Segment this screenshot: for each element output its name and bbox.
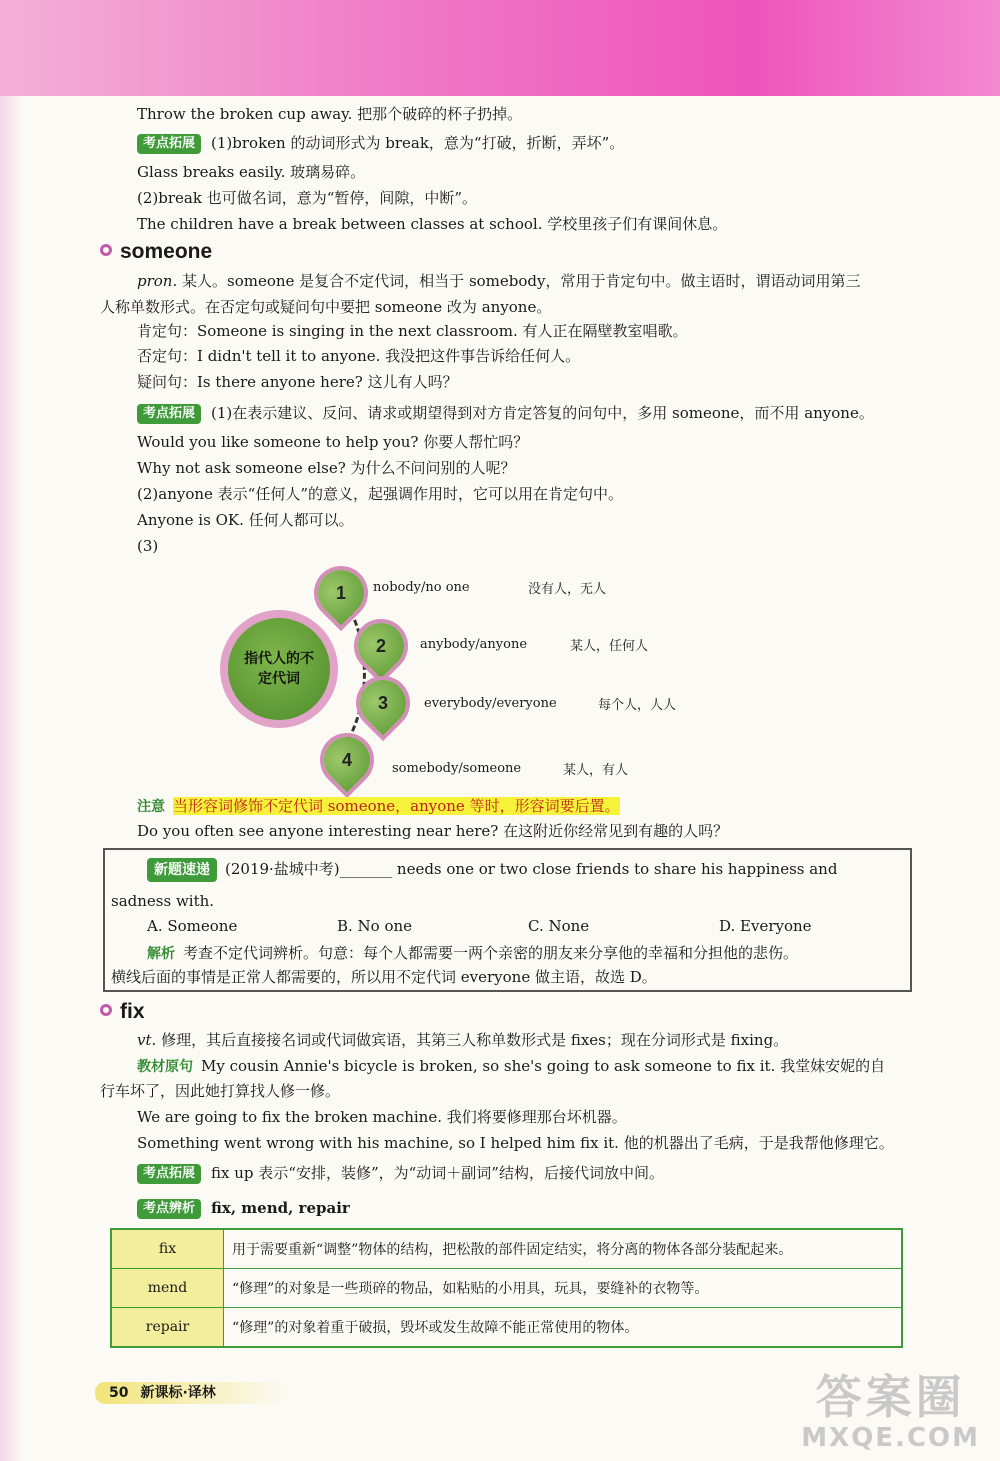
note-line (137, 795, 620, 818)
diagram-meaning: 没有人，无人 (528, 582, 607, 597)
text-span: My cousin Annie's bicycle is broken, so she's going to ask someone to fix it. 我堂妹安妮的自 (201, 1057, 886, 1075)
option-c: C. None (528, 917, 590, 935)
diagram-meaning: 某人，有人 (563, 763, 629, 778)
comparison-table (110, 1228, 903, 1348)
node-number: 4 (341, 749, 352, 770)
text-line (137, 132, 624, 154)
diagram-word: anybody/anyone (420, 637, 528, 652)
tag-kaodian-tuozhan: 考点拓展 (137, 134, 201, 154)
node-number: 3 (377, 692, 388, 713)
tag-xinti-sudi: 新题速递 (147, 858, 217, 882)
text-line: 行车坏了，因此她打算找人修一修。 (100, 1082, 341, 1100)
text-span: (1)broken 的动词形式为 break，意为“打破，折断，弄坏”。 (211, 134, 625, 152)
pronoun-diagram (220, 565, 780, 790)
question-text: (2019·盐城中考)_______ needs one or two close friends to share his happiness and (225, 860, 838, 878)
node-number: 1 (335, 582, 346, 603)
bullet-icon (100, 1004, 112, 1016)
part-of-speech: vt. (137, 1031, 157, 1049)
heading-text: fix (120, 1000, 145, 1023)
text-span: 某人。someone 是复合不定代词，相当于 somebody，常用于肯定句中。做主语时，谓语动词用第三 (182, 272, 861, 290)
diagram-meaning: 某人，任何人 (570, 639, 649, 654)
tag-kaodian-tuozhan: 考点拓展 (137, 1164, 201, 1184)
analysis-line (147, 942, 798, 965)
text-line (137, 270, 861, 292)
table-row (111, 1308, 902, 1348)
diagram-word: nobody/no one (373, 580, 470, 595)
top-color-band (0, 0, 1000, 96)
watermark-url: MXQE.COM (801, 1423, 980, 1453)
text-line: Glass breaks easily. 玻璃易碎。 (137, 163, 366, 181)
text-line: 疑问句：Is there anyone here? 这儿有人吗？ (137, 373, 458, 391)
option-a: A. Someone (147, 917, 238, 935)
new-question-box (103, 848, 912, 992)
text-line: Would you like someone to help you? 你要人帮忙吗？ (137, 433, 529, 451)
question-line: sadness with. (111, 892, 215, 910)
text-line: Do you often see anyone interesting near here? 在这附近你经常见到有趣的人吗？ (137, 822, 729, 840)
text-line: (2)anyone 表示“任何人”的意义，起强调作用时，它可以用在肯定句中。 (137, 485, 624, 503)
diagram-word: somebody/someone (392, 761, 522, 776)
table-row (111, 1229, 902, 1269)
option-d: D. Everyone (719, 917, 812, 935)
table-cell-word: fix (111, 1229, 224, 1269)
text-line: The children have a break between classes at school. 学校里孩子们有课间休息。 (137, 215, 728, 233)
note-highlight: 当形容词修饰不定代词 someone，anyone 等时，形容词要后置。 (173, 797, 620, 815)
table-cell-word: mend (111, 1269, 224, 1308)
option-b: B. No one (337, 917, 413, 935)
text-span: (1)在表示建议、反问、请求或期望得到对方肯定答复的问句中，多用 someone，而不用 anyone。 (211, 404, 874, 422)
watermark-text: 答案圈 (815, 1370, 966, 1424)
text-line: 肯定句：Someone is singing in the next classroom. 有人正在隔壁教室唱歌。 (137, 322, 688, 340)
note-label: 注意 (137, 799, 165, 815)
text-span: 修理，其后直接接名词或代词做宾语，其第三人称单数形式是 fixes；现在分词形式是 fixing。 (161, 1031, 789, 1049)
text-line: 人称单数形式。在否定句或疑问句中要把 someone 改为 anyone。 (100, 298, 552, 316)
text-line: (2)break 也可做名词，意为“暂停，间隙，中断”。 (137, 189, 478, 207)
section-heading-someone (100, 240, 212, 264)
table-cell-desc: 用于需要重新“调整”物体的结构，把松散的部件固定结实，将分离的物体各部分装配起来。 (224, 1229, 903, 1269)
text-line: Something went wrong with his machine, so I helped him fix it. 他的机器出了毛病，于是我帮他修理它。 (137, 1134, 894, 1152)
analysis-label: 解析 (147, 946, 175, 962)
tag-kaodian-tuozhan: 考点拓展 (137, 404, 201, 424)
text-line (137, 1162, 664, 1184)
diagram-word: everybody/everyone (424, 696, 557, 711)
tag-kaodian-bianxi: 考点辨析 (137, 1199, 201, 1219)
watermark-logo (801, 1371, 980, 1453)
text-line (137, 1197, 350, 1219)
page-number: 50 (109, 1385, 129, 1401)
center-circle (220, 610, 338, 728)
footer-text: 新课标·译林 (140, 1385, 216, 1401)
text-span: fix, mend, repair (211, 1199, 350, 1217)
text-line: Anyone is OK. 任何人都可以。 (137, 511, 354, 529)
node-2 (348, 613, 413, 678)
heading-text: someone (120, 240, 213, 263)
page-footer (95, 1382, 289, 1404)
text-line (137, 1055, 885, 1078)
node-number: 2 (375, 635, 386, 656)
table-cell-desc: “修理”的对象是一些琐碎的物品，如粘贴的小用具，玩具，要缝补的衣物等。 (224, 1269, 903, 1308)
analysis-text: 考查不定代词辨析。句意：每个人都需要一两个亲密的朋友来分享他的幸福和分担他的悲伤。 (183, 944, 799, 962)
table-cell-word: repair (111, 1308, 224, 1348)
table-cell-desc: “修理”的对象着重于破损，毁坏或发生故障不能正常使用的物体。 (224, 1308, 903, 1348)
center-label: 指代人的不定代词 (228, 618, 330, 720)
node-3 (350, 670, 415, 735)
table-row (111, 1269, 902, 1308)
text-line (137, 402, 874, 424)
node-1 (308, 560, 373, 625)
diagram-meaning: 每个人，人人 (598, 698, 677, 713)
bullet-icon (100, 244, 112, 256)
textbook-source-label: 教材原句 (137, 1059, 193, 1075)
node-4 (314, 727, 379, 792)
text-line: Throw the broken cup away. 把那个破碎的杯子扔掉。 (137, 105, 523, 123)
section-heading-fix (100, 1000, 145, 1024)
text-line: 否定句：I didn't tell it to anyone. 我没把这件事告诉给任何人。 (137, 347, 581, 365)
text-span: fix up 表示“安排，装修”，为“动词＋副词”结构，后接代词放中间。 (211, 1164, 664, 1182)
text-line: (3) (137, 537, 159, 555)
part-of-speech: pron. (137, 272, 178, 290)
text-line: Why not ask someone else? 为什么不问问别的人呢？ (137, 459, 516, 477)
left-margin-strip (0, 96, 22, 1461)
question-line (147, 858, 837, 882)
analysis-line: 横线后面的事情是正常人都需要的，所以用不定代词 everyone 做主语，故选 D。 (111, 968, 657, 986)
text-line: We are going to fix the broken machine. 我们将要修理那台坏机器。 (137, 1108, 627, 1126)
text-line (137, 1029, 788, 1051)
